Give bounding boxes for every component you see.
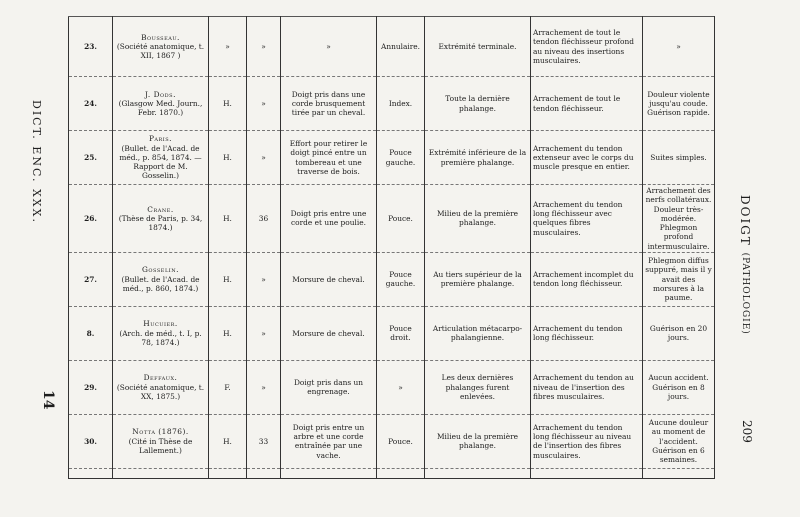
case-number: 27. [69, 252, 113, 306]
lesion-cell: Arrachement du tendon long fléchisseur avec quelques fibres musculaires. [531, 185, 643, 253]
table-row [69, 306, 715, 360]
lesion-cell: Arrachement incomplet du tendon long fléchisseur. [531, 252, 643, 306]
author-name: J. Dods. [145, 89, 176, 99]
finger-cell: Annulaire. [377, 17, 425, 77]
sex-cell: H. [209, 306, 247, 360]
age-cell: 36 [247, 185, 281, 253]
blank-cell [531, 468, 643, 478]
lesion-cell: Arrachement du tendon long fléchisseur au niveau de l'insertion des fibres musculaires. [531, 414, 643, 468]
table-row [69, 252, 715, 306]
left-running-title: DICT. ENC. XXX. [30, 100, 43, 224]
age-cell: » [247, 77, 281, 131]
blank-cell [643, 468, 715, 478]
seat-cell: Toute la dernière phalange. [425, 77, 531, 131]
sex-cell: H. [209, 414, 247, 468]
source-reference: (Arch. de méd., t. I, p. 78, 1874.) [119, 328, 202, 347]
blank-row [69, 468, 715, 478]
observation-source [113, 414, 209, 468]
case-table [68, 16, 715, 479]
author-name: Crane. [147, 204, 174, 214]
source-reference: (Société anatomique, t. XII, 1867 ) [116, 41, 205, 61]
result-cell: Arrachement des nerfs collatéraux. Douleur très-modérée. Phlegmon profond intermusculaire. [643, 185, 715, 253]
page-number: 209 [740, 420, 754, 443]
lesion-cell: Arrachement du tendon au niveau de l'insertion des fibres musculaires. [531, 360, 643, 414]
blank-cell [209, 468, 247, 478]
observation-source [113, 360, 209, 414]
age-cell: » [247, 17, 281, 77]
case-number: 23. [69, 17, 113, 77]
observation-source [113, 306, 209, 360]
cause-cell: Doigt pris dans un engrenage. [281, 360, 377, 414]
case-number: 24. [69, 77, 113, 131]
case-number: 26. [69, 185, 113, 253]
finger-cell: Pouce. [377, 414, 425, 468]
finger-cell: Pouce gauche. [377, 252, 425, 306]
age-cell: 33 [247, 414, 281, 468]
author-name: Bousseau. [141, 32, 180, 42]
cause-cell: » [281, 17, 377, 77]
seat-cell: Les deux dernières phalanges furent enlevées. [425, 360, 531, 414]
source-reference: (Bullet. de l'Acad. de méd., p. 860, 1874.) [121, 274, 200, 293]
source-reference: (Glasgow Med. Journ., Febr. 1870.) [118, 98, 203, 118]
finger-cell: Index. [377, 77, 425, 131]
table-row [69, 131, 715, 185]
sex-cell: F. [209, 360, 247, 414]
case-number: 25. [69, 131, 113, 185]
lesion-cell: Arrachement du tendon extenseur avec le corps du muscle presque en entier. [531, 131, 643, 185]
age-cell: » [247, 360, 281, 414]
finger-cell: Pouce. [377, 185, 425, 253]
age-cell: » [247, 252, 281, 306]
result-cell: Aucune douleur au moment de l'accident. Guérison en 6 semaines. [643, 414, 715, 468]
table-row [69, 17, 715, 77]
author-name: Notta (1876). [132, 427, 189, 437]
observation-source [113, 131, 209, 185]
source-reference: (Bullet. de l'Acad. de méd., p. 854, 1874. — Rapport de M. Gosselin.) [119, 143, 202, 181]
finger-cell: Pouce gauche. [377, 131, 425, 185]
seat-cell: Au tiers supérieur de la première phalange. [425, 252, 531, 306]
finger-cell: » [377, 360, 425, 414]
right-running-title [738, 195, 752, 335]
result-cell: Aucun accident. Guérison en 8 jours. [643, 360, 715, 414]
seat-cell: Articulation métacarpo-phalangienne. [425, 306, 531, 360]
source-reference: (Cité in Thèse de Lallement.) [128, 436, 193, 455]
blank-cell [281, 468, 377, 478]
seat-cell: Milieu de la première phalange. [425, 414, 531, 468]
blank-cell [113, 468, 209, 478]
sex-cell: » [209, 17, 247, 77]
seat-cell: Extrémité terminale. [425, 17, 531, 77]
seat-cell: Extrémité inférieure de la première phalange. [425, 131, 531, 185]
author-name: Deffaux. [143, 373, 178, 383]
table-row [69, 360, 715, 414]
sex-cell: H. [209, 77, 247, 131]
blank-cell [377, 468, 425, 478]
result-cell: Douleur violente jusqu'au coude. Guérison rapide. [643, 77, 715, 131]
observation-source [113, 17, 209, 77]
table-row [69, 185, 715, 253]
finger-cell: Pouce droit. [377, 306, 425, 360]
sex-cell: H. [209, 131, 247, 185]
cause-cell: Morsure de cheval. [281, 306, 377, 360]
table-row [69, 77, 715, 131]
source-reference: (Thèse de Paris, p. 34, 1874.) [118, 213, 203, 232]
case-number: 29. [69, 360, 113, 414]
result-cell: » [643, 17, 715, 77]
running-title-sub: (PATHOLOGIE) [740, 252, 750, 335]
age-cell: » [247, 131, 281, 185]
age-cell: » [247, 306, 281, 360]
lesion-cell: Arrachement de tout le tendon fléchisseur profond au niveau des insertions musculaires. [531, 17, 643, 77]
source-reference: (Société anatomique, t. XX, 1875.) [116, 382, 205, 401]
cause-cell: Doigt pris entre un arbre et une corde entraînée par une vache. [281, 414, 377, 468]
lesion-cell: Arrachement du tendon long fléchisseur. [531, 306, 643, 360]
cause-cell: Doigt pris entre une corde et une poulie. [281, 185, 377, 253]
blank-cell [69, 468, 113, 478]
author-name: Gosselin. [142, 265, 179, 275]
table-row [69, 414, 715, 468]
observation-source [113, 77, 209, 131]
case-number: 8. [69, 306, 113, 360]
cause-cell: Effort pour retirer le doigt pincé entre un tombereau et une traverse de bois. [281, 131, 377, 185]
observation-source [113, 185, 209, 253]
sex-cell: H. [209, 185, 247, 253]
lesion-cell: Arrachement de tout le tendon fléchisseur. [531, 77, 643, 131]
cause-cell: Doigt pris dans une corde brusquement tirée par un cheval. [281, 77, 377, 131]
blank-cell [425, 468, 531, 478]
result-cell: Suites simples. [643, 131, 715, 185]
author-name: Paris. [148, 134, 173, 144]
sex-cell: H. [209, 252, 247, 306]
result-cell: Phlegmon diffus suppuré, mais il y avait des morsures à la paume. [643, 252, 715, 306]
running-title-main: DOIGT [738, 195, 752, 247]
author-name: Hucuier. [143, 319, 178, 329]
blank-cell [247, 468, 281, 478]
cause-cell: Morsure de cheval. [281, 252, 377, 306]
seat-cell: Milieu de la première phalange. [425, 185, 531, 253]
result-cell: Guérison en 20 jours. [643, 306, 715, 360]
sheet-number: 14 [40, 390, 56, 410]
case-number: 30. [69, 414, 113, 468]
observation-source [113, 252, 209, 306]
